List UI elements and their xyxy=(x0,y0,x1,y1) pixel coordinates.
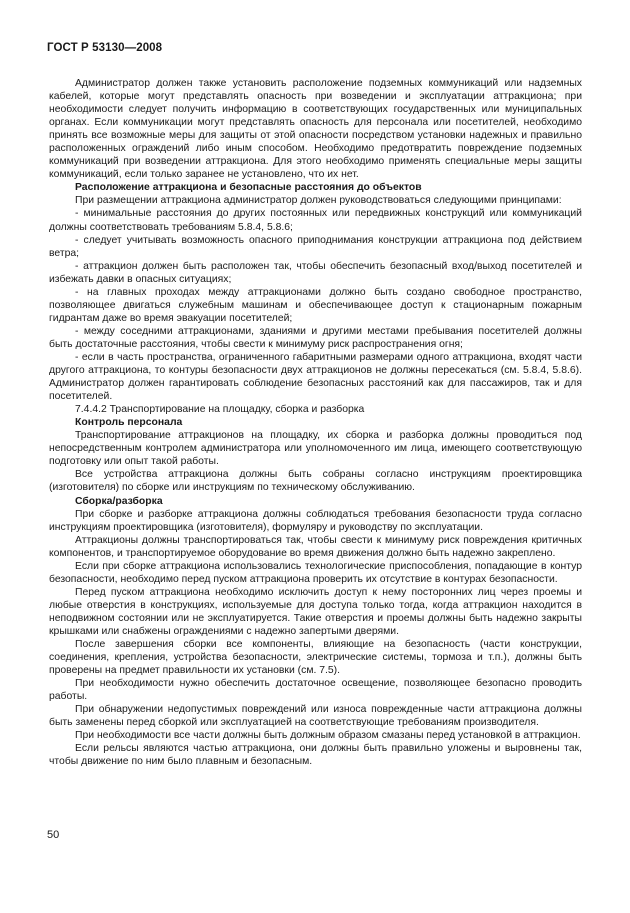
page-number: 50 xyxy=(47,829,60,841)
paragraph: Аттракционы должны транспортироваться так, чтобы свести к минимуму риск повреждения критичных компонентов, и транспортируемое оборудование во время движения должно быть надежно закреплено. xyxy=(49,534,582,559)
paragraph: - минимальные расстояния до других постоянных или передвижных конструкций или коммуникаций должны соответствовать требованиям 5.8.4, 5.8.6; xyxy=(49,208,582,233)
paragraph: Если рельсы являются частью аттракциона, они должны быть правильно уложены и выровнены так, чтобы движение по ним было плавным и безопасным. xyxy=(49,743,582,768)
section-heading: Сборка/разборка xyxy=(75,495,163,507)
paragraph: - на главных проходах между аттракционами должно быть создано свободное пространство, позволяющее двигаться служебным машинам и обеспечивающее доступ к стационарным пожарным гидрантам даже во время эвакуации посетителей; xyxy=(49,286,582,324)
paragraph: Транспортирование аттракционов на площадку, их сборка и разборка должны проводиться под непосредственным контролем администратора или уполномоченного им лица, имеющего соответствующую подготовку или опыт такой работы. xyxy=(49,430,582,468)
paragraph: 7.4.4.2 Транспортирование на площадку, сборка и разборка xyxy=(75,404,365,416)
section-heading: Расположение аттракциона и безопасные расстояния до объектов xyxy=(75,182,422,194)
paragraph: При обнаружении недопустимых повреждений или износа поврежденные части аттракциона должны быть заменены перед сборкой или эксплуатацией на соответствующие требованиям производителя. xyxy=(49,704,582,729)
paragraph: Перед пуском аттракциона необходимо исключить доступ к нему посторонних лиц через проемы и любые отверстия в конструкциях, используемые для доступа только тогда, когда аттракцион находится в неподвижном состоянии или не эксплуатируется. Такие отверстия и проемы должны быть надежно закрыты крышками или снабжены ограждениями с надежно запертыми дверями. xyxy=(49,586,582,637)
paragraph: При сборке и разборке аттракциона должны соблюдаться требования безопасности труда согласно инструкциям проектировщика (изготовителя), формуляру и руководству по эксплуатации. xyxy=(49,508,582,533)
paragraph: После завершения сборки все компоненты, влияющие на безопасность (части конструкции, соединения, крепления, устройства безопасности, электрические системы, тормоза и т.п.), должны быть проверены на предмет правильности их установки (см. 7.5). xyxy=(49,639,582,677)
document-body xyxy=(49,77,582,768)
paragraph: - следует учитывать возможность опасного приподнимания конструкции аттракциона под действием ветра; xyxy=(49,234,582,259)
paragraph: При размещении аттракциона администратор должен руководствоваться следующими принципами: xyxy=(75,195,562,207)
paragraph: Если при сборке аттракциона использовались технологические приспособления, попадающие в контур безопасности, необходимо перед пуском аттракциона проверить их отсутствие в контурах безопасности. xyxy=(49,560,582,585)
paragraph: Все устройства аттракциона должны быть собраны согласно инструкциям проектировщика (изготовителя) по сборке или инструкциям по техническому обслуживанию. xyxy=(49,469,582,494)
paragraph: - аттракцион должен быть расположен так, чтобы обеспечить безопасный вход/выход посетителей и избежать давки в опасных ситуациях; xyxy=(49,260,582,285)
paragraph: При необходимости нужно обеспечить достаточное освещение, позволяющее безопасно проводить работы. xyxy=(49,678,582,703)
section-heading: Контроль персонала xyxy=(75,417,183,429)
paragraph: Администратор должен также установить расположение подземных коммуникаций или надземных кабелей, которые могут представлять опасность при возведении и эксплуатации аттракциона; при необходимости следует получить информацию в соответствующих государственных или муниципальных органах. Если коммуникации могут представлять опасность для персонала или посетителей, необходимо принять все возможные меры для защиты от этой опасности посредством установки надежных и правильно расположенных ограждений либо иным способом. Необходимо предотвратить повреждение подземных коммуникаций при возведении аттракциона. Для этого необходимо применять специальные меры защиты коммуникаций, если только заранее не установлено, что их нет. xyxy=(49,78,582,181)
paragraph: При необходимости все части должны быть должным образом смазаны перед установкой в аттракцион. xyxy=(75,730,581,742)
paragraph: - между соседними аттракционами, зданиями и другими местами пребывания посетителей должны быть достаточные расстояния, чтобы свести к минимуму риск распространения огня; xyxy=(49,325,582,350)
document-header: ГОСТ Р 53130—2008 xyxy=(47,42,163,54)
paragraph: - если в часть пространства, ограниченного габаритными размерами одного аттракциона, входят части другого аттракциона, то контуры безопасности двух аттракционов не должны пересекаться (см. 5.8.4, 5.8.6). Администратор должен гарантировать соблюдение безопасных расстояний как для пассажиров, так и для посетителей. xyxy=(49,351,582,403)
